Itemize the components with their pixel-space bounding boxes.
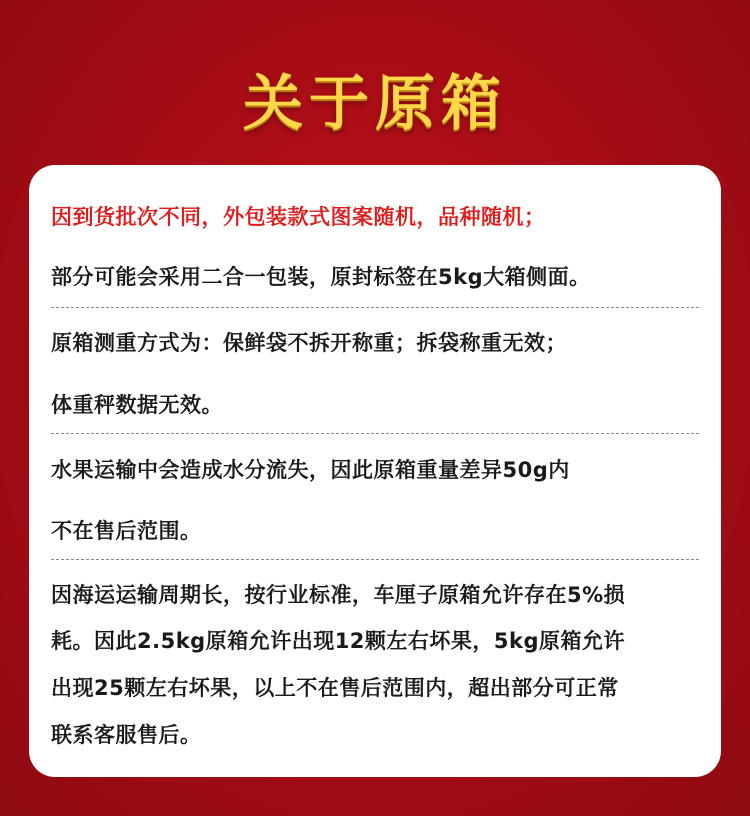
moisture-line-2: 不在售后范围。 [51, 519, 202, 543]
weighing-line-1: 原箱测重方式为：保鲜袋不拆开称重；拆袋称重无效； [51, 331, 567, 355]
dashed-divider [51, 433, 699, 434]
page-title: 关于原箱 [243, 69, 507, 139]
dashed-divider [51, 307, 699, 308]
moisture-line-1: 水果运输中会造成水分流失，因此原箱重量差异50g内 [51, 458, 570, 482]
loss-line-4: 联系客服售后。 [51, 723, 202, 747]
packaging-line: 部分可能会采用二合一包装，原封标签在5kg大箱侧面。 [51, 265, 591, 289]
loss-line-3: 出现25颗左右坏果，以上不在售后范围内，超出部分可正常 [51, 676, 619, 700]
warning-line: 因到货批次不同，外包装款式图案随机，品种随机； [51, 205, 546, 229]
loss-line-1: 因海运运输周期长，按行业标准，车厘子原箱允许存在5%损 [51, 583, 626, 607]
loss-line-2: 耗。因此2.5kg原箱允许出现12颗左右坏果，5kg原箱允许 [51, 629, 626, 653]
notice-card [29, 165, 721, 777]
dashed-divider [51, 559, 699, 560]
weighing-line-2: 体重秤数据无效。 [51, 393, 223, 417]
